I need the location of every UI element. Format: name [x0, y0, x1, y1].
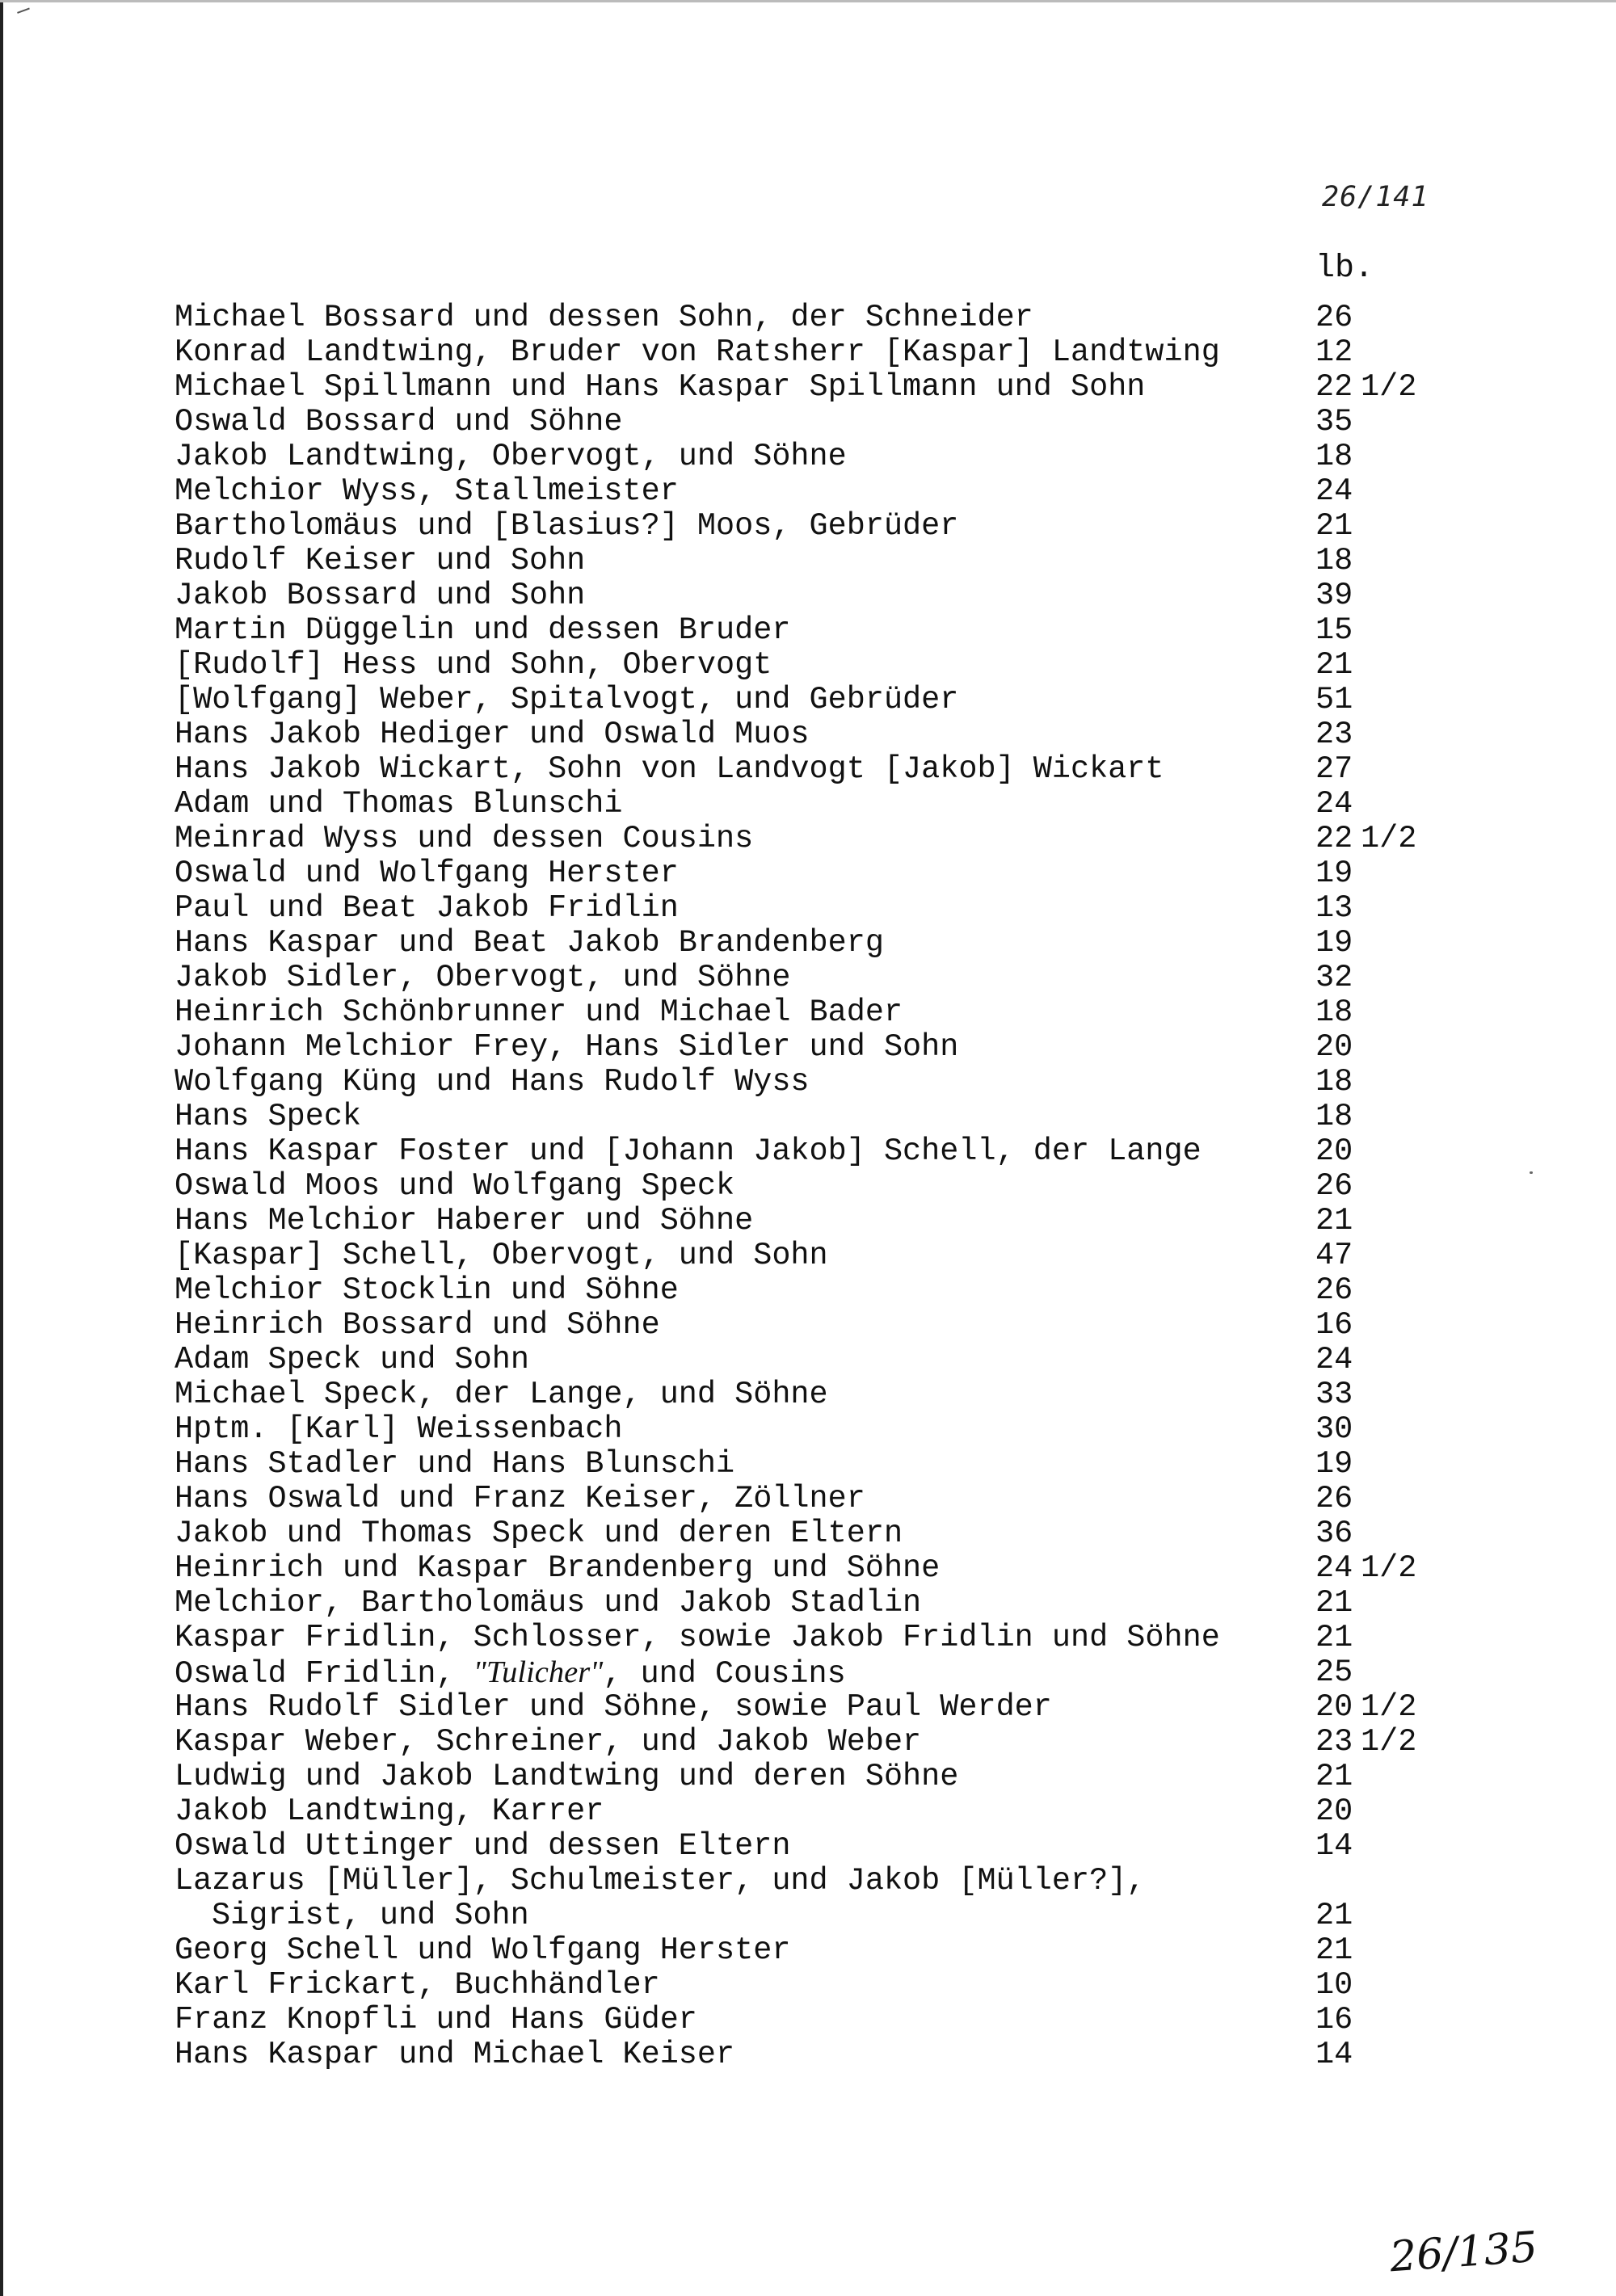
entry-name: Hptm. [Karl] Weissenbach [175, 1411, 623, 1447]
entry-name: Jakob Landtwing, Obervogt, und Söhne [175, 439, 847, 474]
entry-name: Ludwig und Jakob Landtwing und deren Söhne [175, 1759, 959, 1794]
entry-amount: 13 [1315, 890, 1353, 926]
list-item [175, 1690, 1548, 1725]
entry-name: Jakob und Thomas Speck und deren Eltern [175, 1516, 903, 1551]
entry-name: Oswald Moos und Wolfgang Speck [175, 1168, 735, 1204]
list-item [175, 1377, 1548, 1412]
list-item [175, 1273, 1548, 1308]
list-item [175, 926, 1548, 961]
entry-name: Oswald und Wolfgang Herster [175, 856, 679, 891]
list-item [175, 1238, 1548, 1273]
entry-amount: 22 [1315, 369, 1353, 405]
entry-amount: 10 [1315, 1967, 1353, 2003]
entry-name: Bartholomäus und [Blasius?] Moos, Gebrüder [175, 508, 959, 544]
entry-name: Melchior Stocklin und Söhne [175, 1272, 679, 1308]
entry-amount: 18 [1315, 1064, 1353, 1100]
entry-amount: 20 [1315, 1029, 1353, 1065]
entry-name: Jakob Sidler, Obervogt, und Söhne [175, 960, 791, 995]
entry-amount: 24 [1315, 786, 1353, 822]
entry-amount: 16 [1315, 2002, 1353, 2037]
entry-name: Oswald Uttinger und dessen Eltern [175, 1828, 791, 1864]
entry-name: Lazarus [Müller], Schulmeister, und Jakob [Müller?], [175, 1863, 1146, 1899]
list-item [175, 335, 1548, 370]
list-item [175, 405, 1548, 439]
entry-name: Georg Schell und Wolfgang Herster [175, 1932, 791, 1968]
list-item [175, 1655, 1548, 1690]
entry-amount: 21 [1315, 1203, 1353, 1238]
entry-name: Martin Düggelin und dessen Bruder [175, 612, 791, 648]
entry-name-part: Oswald Fridlin, [175, 1656, 473, 1692]
entry-name: Johann Melchior Frey, Hans Sidler und Sohn [175, 1029, 959, 1065]
list-item [175, 1412, 1548, 1447]
list-item [175, 2037, 1548, 2072]
list-item [175, 1551, 1548, 1586]
entry-amount: 21 [1315, 647, 1353, 683]
entry-amount: 26 [1315, 1272, 1353, 1308]
list-item [175, 1968, 1548, 2003]
entry-nickname: "Tulicher" [473, 1655, 604, 1689]
entry-fraction: 1/2 [1361, 369, 1417, 405]
list-item [175, 1169, 1548, 1204]
list-item [175, 1447, 1548, 1482]
entry-name [175, 1655, 846, 1692]
page-left-edge [0, 0, 3, 2296]
entry-amount: 51 [1315, 682, 1353, 717]
entry-amount: 14 [1315, 2037, 1353, 2072]
entry-name: Franz Knopfli und Hans Güder [175, 2002, 697, 2037]
list-item [175, 1343, 1548, 1377]
entry-amount: 32 [1315, 960, 1353, 995]
entry-name: Hans Melchior Haberer und Söhne [175, 1203, 754, 1238]
entry-amount: 23 [1315, 717, 1353, 752]
entry-name: [Kaspar] Schell, Obervogt, und Sohn [175, 1238, 828, 1273]
entry-name: Adam Speck und Sohn [175, 1342, 529, 1377]
entry-amount: 26 [1315, 1168, 1353, 1204]
list-item [175, 961, 1548, 995]
list-item [175, 1030, 1548, 1065]
entry-name: Heinrich Bossard und Söhne [175, 1307, 660, 1343]
entry-amount: 27 [1315, 751, 1353, 787]
list-item [175, 995, 1548, 1030]
list-item [175, 613, 1548, 648]
entry-name: Hans Stadler und Hans Blunschi [175, 1446, 735, 1482]
list-item [175, 648, 1548, 683]
entry-name: Oswald Bossard und Söhne [175, 404, 623, 439]
page-top-edge [0, 0, 1616, 2]
entry-amount: 26 [1315, 1481, 1353, 1516]
entry-amount: 21 [1315, 1932, 1353, 1968]
entry-amount: 20 [1315, 1689, 1353, 1725]
entry-amount: 22 [1315, 821, 1353, 856]
list-item [175, 822, 1548, 856]
entry-name: Heinrich Schönbrunner und Michael Bader [175, 995, 903, 1030]
list-item [175, 1482, 1548, 1516]
entry-name: Adam und Thomas Blunschi [175, 786, 623, 822]
entry-name: Karl Frickart, Buchhändler [175, 1967, 660, 2003]
list-item [175, 1308, 1548, 1343]
entry-name: Hans Kaspar Foster und [Johann Jakob] Schell, der Lange [175, 1133, 1201, 1169]
list-item [175, 1933, 1548, 1968]
entry-name: Jakob Bossard und Sohn [175, 578, 586, 613]
list-item [175, 1725, 1548, 1760]
entry-name: Hans Kaspar und Beat Jakob Brandenberg [175, 925, 884, 961]
unit-header: lb. [1315, 250, 1374, 287]
entry-list [175, 301, 1548, 2072]
entry-amount: 15 [1315, 612, 1353, 648]
entry-name: Jakob Landtwing, Karrer [175, 1793, 604, 1829]
entry-name: Wolfgang Küng und Hans Rudolf Wyss [175, 1064, 810, 1100]
list-item [175, 509, 1548, 544]
entry-amount: 30 [1315, 1411, 1353, 1447]
list-item [175, 717, 1548, 752]
entry-amount: 23 [1315, 1724, 1353, 1760]
list-item [175, 1100, 1548, 1134]
list-item [175, 578, 1548, 613]
list-item [175, 891, 1548, 926]
entry-amount: 18 [1315, 439, 1353, 474]
entry-fraction: 1/2 [1361, 1724, 1417, 1760]
entry-amount: 33 [1315, 1377, 1353, 1412]
entry-name: Hans Oswald und Franz Keiser, Zöllner [175, 1481, 865, 1516]
list-item [175, 787, 1548, 822]
list-item [175, 1760, 1548, 1794]
entry-fraction: 1/2 [1361, 1550, 1417, 1586]
entry-amount: 19 [1315, 925, 1353, 961]
entry-name: Hans Speck [175, 1099, 362, 1134]
list-item [175, 1586, 1548, 1621]
entry-name: Melchior Wyss, Stallmeister [175, 473, 679, 509]
entry-amount: 24 [1315, 1550, 1353, 1586]
entry-fraction: 1/2 [1361, 821, 1417, 856]
list-item [175, 1829, 1548, 1864]
entry-amount: 35 [1315, 404, 1353, 439]
entry-name: Hans Jakob Wickart, Sohn von Landvogt [Jakob] Wickart [175, 751, 1164, 787]
entry-name: Melchior, Bartholomäus und Jakob Stadlin [175, 1585, 922, 1621]
list-item [175, 856, 1548, 891]
list-item [175, 683, 1548, 717]
list-item [175, 1516, 1548, 1551]
entry-amount: 20 [1315, 1793, 1353, 1829]
entry-amount: 21 [1315, 1585, 1353, 1621]
entry-amount: 39 [1315, 578, 1353, 613]
handwritten-folio-number: 26/135 [1388, 2222, 1539, 2282]
list-item [175, 2003, 1548, 2037]
entry-amount: 47 [1315, 1238, 1353, 1273]
list-item [175, 752, 1548, 787]
entry-name: Heinrich und Kaspar Brandenberg und Söhne [175, 1550, 941, 1586]
list-item [175, 1794, 1548, 1829]
corner-mark [17, 8, 32, 19]
page-number: 26/141 [1322, 181, 1429, 213]
entry-amount: 16 [1315, 1307, 1353, 1343]
entry-amount: 24 [1315, 473, 1353, 509]
entry-amount: 18 [1315, 543, 1353, 578]
entry-name: Michael Spillmann und Hans Kaspar Spillmann und Sohn [175, 369, 1146, 405]
entry-amount: 25 [1315, 1655, 1353, 1690]
entry-amount: 21 [1315, 1759, 1353, 1794]
list-item [175, 370, 1548, 405]
entry-name: Kaspar Weber, Schreiner, und Jakob Weber [175, 1724, 922, 1760]
entry-amount: 36 [1315, 1516, 1353, 1551]
entry-name: Rudolf Keiser und Sohn [175, 543, 586, 578]
entry-amount: 24 [1315, 1342, 1353, 1377]
list-item [175, 1204, 1548, 1238]
entry-name: [Rudolf] Hess und Sohn, Obervogt [175, 647, 772, 683]
entry-amount: 21 [1315, 508, 1353, 544]
entry-name: Hans Jakob Hediger und Oswald Muos [175, 717, 810, 752]
entry-name: Michael Speck, der Lange, und Söhne [175, 1377, 828, 1412]
entry-amount: 19 [1315, 1446, 1353, 1482]
list-item [175, 439, 1548, 474]
list-item [175, 1864, 1548, 1899]
entry-fraction: 1/2 [1361, 1689, 1417, 1725]
entry-name-part: , und Cousins [603, 1656, 846, 1692]
entry-name: [Wolfgang] Weber, Spitalvogt, und Gebrüder [175, 682, 959, 717]
list-item [175, 1621, 1548, 1655]
entry-name: Michael Bossard und dessen Sohn, der Schneider [175, 300, 1033, 335]
entry-amount: 21 [1315, 1898, 1353, 1933]
list-item [175, 1134, 1548, 1169]
entry-amount: 14 [1315, 1828, 1353, 1864]
entry-name-continuation: Sigrist, und Sohn [212, 1898, 529, 1933]
entry-amount: 20 [1315, 1133, 1353, 1169]
entry-name: Paul und Beat Jakob Fridlin [175, 890, 679, 926]
list-item [175, 544, 1548, 578]
scan-speck [1530, 1171, 1533, 1174]
entry-amount: 12 [1315, 334, 1353, 370]
entry-amount: 19 [1315, 856, 1353, 891]
entry-amount: 18 [1315, 1099, 1353, 1134]
list-item [175, 1065, 1548, 1100]
entry-name: Konrad Landtwing, Bruder von Ratsherr [Kaspar] Landtwing [175, 334, 1220, 370]
entry-name: Kaspar Fridlin, Schlosser, sowie Jakob Fridlin und Söhne [175, 1620, 1220, 1655]
entry-name: Hans Rudolf Sidler und Söhne, sowie Paul Werder [175, 1689, 1052, 1725]
list-item-continuation [175, 1899, 1548, 1933]
entry-amount: 21 [1315, 1620, 1353, 1655]
entry-amount: 26 [1315, 300, 1353, 335]
entry-name: Meinrad Wyss und dessen Cousins [175, 821, 754, 856]
list-item [175, 474, 1548, 509]
entry-name: Hans Kaspar und Michael Keiser [175, 2037, 735, 2072]
list-item [175, 301, 1548, 335]
entry-amount: 18 [1315, 995, 1353, 1030]
